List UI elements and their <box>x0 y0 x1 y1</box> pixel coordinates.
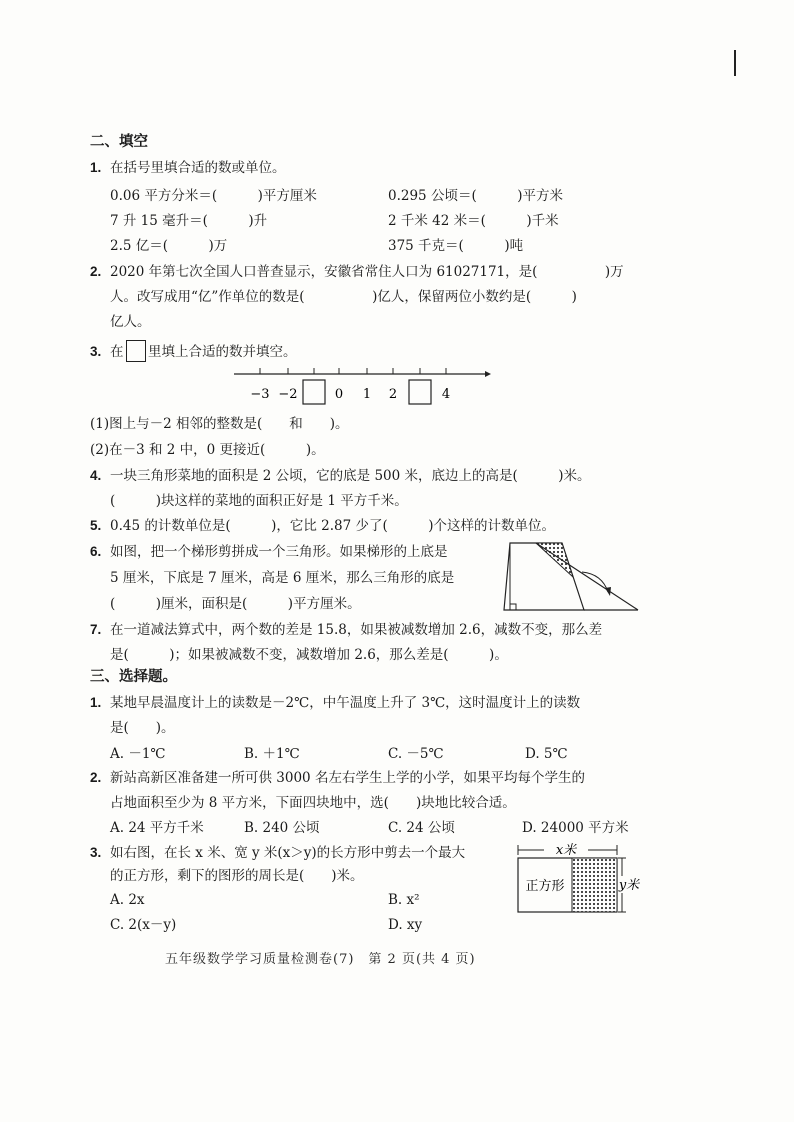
tick-label: 0 <box>334 387 344 402</box>
fill-item: 0.06 平方分米＝( )平方厘米 <box>110 188 317 204</box>
fill-item: 2.5 亿＝( )万 <box>110 238 228 254</box>
tick-label: 2 <box>388 387 398 402</box>
sub-question: (1)图上与－2 相邻的整数是( 和 )。 <box>90 416 349 432</box>
fill-item: 0.295 公顷＝( )平方米 <box>388 188 563 204</box>
question-text: 如图，把一个梯形剪拼成一个三角形。如果梯形的上底是 <box>110 544 448 560</box>
question-number: 3. <box>90 845 102 860</box>
option-a: A. －1℃ <box>110 746 166 762</box>
option-c: C. －5℃ <box>388 746 444 762</box>
question-text: ( )块这样的菜地的面积正好是 1 平方千米。 <box>110 493 408 509</box>
option-b: B. x² <box>388 892 420 908</box>
option-c: C. 24 公顷 <box>388 820 455 836</box>
question-text: 在 <box>110 344 124 360</box>
option-d: D. xy <box>388 917 423 933</box>
question-text: 2020 年第七次全国人口普查显示，安徽省常住人口为 61027171，是( )万 <box>110 264 624 280</box>
question-text: 亿人。 <box>110 314 151 330</box>
question-text: 占地面积至少为 8 平方米，下面四块地中，选( )块地比较合适。 <box>110 795 516 811</box>
question-number: 3. <box>90 344 102 359</box>
sub-question: (2)在－3 和 2 中，0 更接近( )。 <box>90 442 325 458</box>
tick-label: −3 <box>250 387 270 402</box>
margin-mark <box>734 50 736 76</box>
fill-item: 7 升 15 毫升＝( )升 <box>110 213 268 229</box>
x-dimension-label: x米 <box>555 843 577 858</box>
question-text: 是( )；如果被减数不变，减数增加 2.6，那么差是( )。 <box>110 647 508 663</box>
question-number: 1. <box>90 160 102 175</box>
section-title-fill-blank: 二、填空 <box>90 133 148 150</box>
rectangle-figure <box>512 838 642 916</box>
page-footer: 五年级数学学习质量检测卷(7) 第 2 页(共 4 页) <box>165 952 476 967</box>
question-text: 某地早晨温度计上的读数是－2℃，中午温度上升了 3℃，这时温度计上的读数 <box>110 695 581 711</box>
question-number: 2. <box>90 770 102 785</box>
y-dimension-label: y米 <box>618 878 640 893</box>
fill-item: 375 千克＝( )吨 <box>388 238 524 254</box>
section-title-choice: 三、选择题。 <box>90 668 177 685</box>
question-text: 0.45 的计数单位是( )，它比 2.87 少了( )个这样的计数单位。 <box>110 518 556 534</box>
trapezoid-figure <box>500 538 645 616</box>
question-number: 4. <box>90 468 102 483</box>
answer-box <box>303 380 325 404</box>
question-text: 人。改写成用“亿”作单位的数是( )亿人，保留两位小数约是( ) <box>110 289 577 305</box>
option-b: B. ＋1℃ <box>244 746 300 762</box>
option-d: D. 5℃ <box>525 746 568 762</box>
question-text: 是( )。 <box>110 720 175 736</box>
question-text: 的正方形，剩下的图形的周长是( )米。 <box>110 868 364 884</box>
number-line <box>230 362 492 406</box>
tick-label: −2 <box>278 387 298 402</box>
question-text: 里填上合适的数并填空。 <box>148 344 297 360</box>
question-number: 2. <box>90 264 102 279</box>
question-number: 7. <box>90 622 102 637</box>
question-number: 1. <box>90 695 102 710</box>
question-text: 在一道减法算式中，两个数的差是 15.8，如果被减数增加 2.6，减数不变，那么差 <box>110 622 603 638</box>
question-text: 在括号里填合适的数或单位。 <box>110 160 286 176</box>
question-text: 一块三角形菜地的面积是 2 公顷，它的底是 500 米，底边上的高是( )米。 <box>110 468 591 484</box>
option-a: A. 24 平方千米 <box>110 820 204 836</box>
option-b: B. 240 公顷 <box>244 820 320 836</box>
question-number: 5. <box>90 518 102 533</box>
square-label: 正方形 <box>525 879 565 894</box>
fill-item: 2 千米 42 米＝( )千米 <box>388 213 559 229</box>
option-c: C. 2(x－y) <box>110 917 177 933</box>
answer-box <box>126 340 146 362</box>
tick-label: 4 <box>441 387 451 402</box>
question-text: 新站高新区准备建一所可供 3000 名左右学生上学的小学，如果平均每个学生的 <box>110 770 585 786</box>
option-d: D. 24000 平方米 <box>522 820 629 836</box>
question-text: 5 厘米，下底是 7 厘米，高是 6 厘米，那么三角形的底是 <box>110 570 455 586</box>
option-a: A. 2x <box>110 892 145 908</box>
question-text: 如右图，在长 x 米、宽 y 米(x＞y)的长方形中剪去一个最大 <box>110 845 466 861</box>
answer-box <box>409 380 431 404</box>
question-number: 6. <box>90 544 102 559</box>
question-text: ( )厘米，面积是( )平方厘米。 <box>110 596 361 612</box>
tick-label: 1 <box>362 387 372 402</box>
